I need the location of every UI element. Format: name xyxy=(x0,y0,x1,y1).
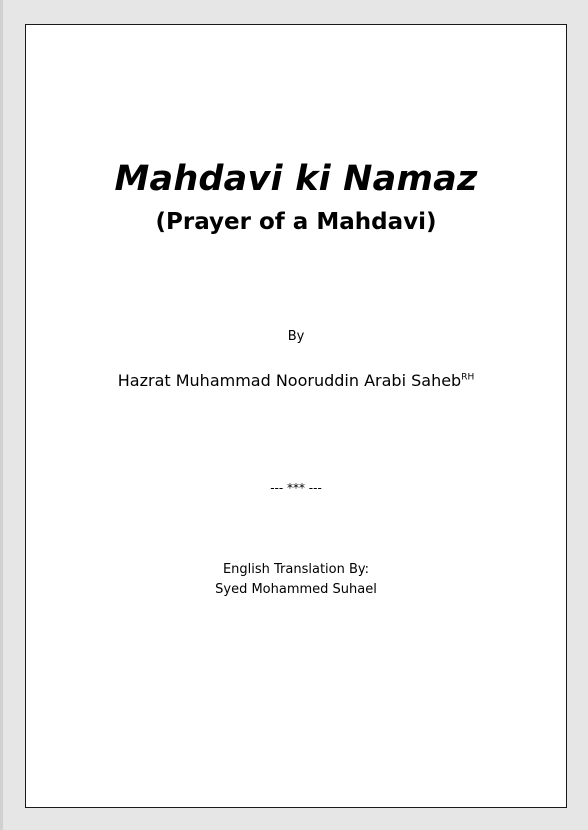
translator-name: Syed Mohammed Suhael xyxy=(215,582,377,597)
document-title: Mahdavi ki Namaz xyxy=(114,159,478,199)
viewer-left-edge xyxy=(0,0,3,830)
document-page xyxy=(25,24,567,808)
by-label: By xyxy=(287,329,305,344)
author-name: Hazrat Muhammad Nooruddin Arabi Saheb xyxy=(117,371,462,390)
section-separator: --- *** --- xyxy=(270,481,322,495)
author-line xyxy=(26,371,566,390)
author-honorific: RH xyxy=(461,372,475,383)
translation-label: English Translation By: xyxy=(222,562,370,577)
document-subtitle: (Prayer of a Mahdavi) xyxy=(155,209,437,235)
